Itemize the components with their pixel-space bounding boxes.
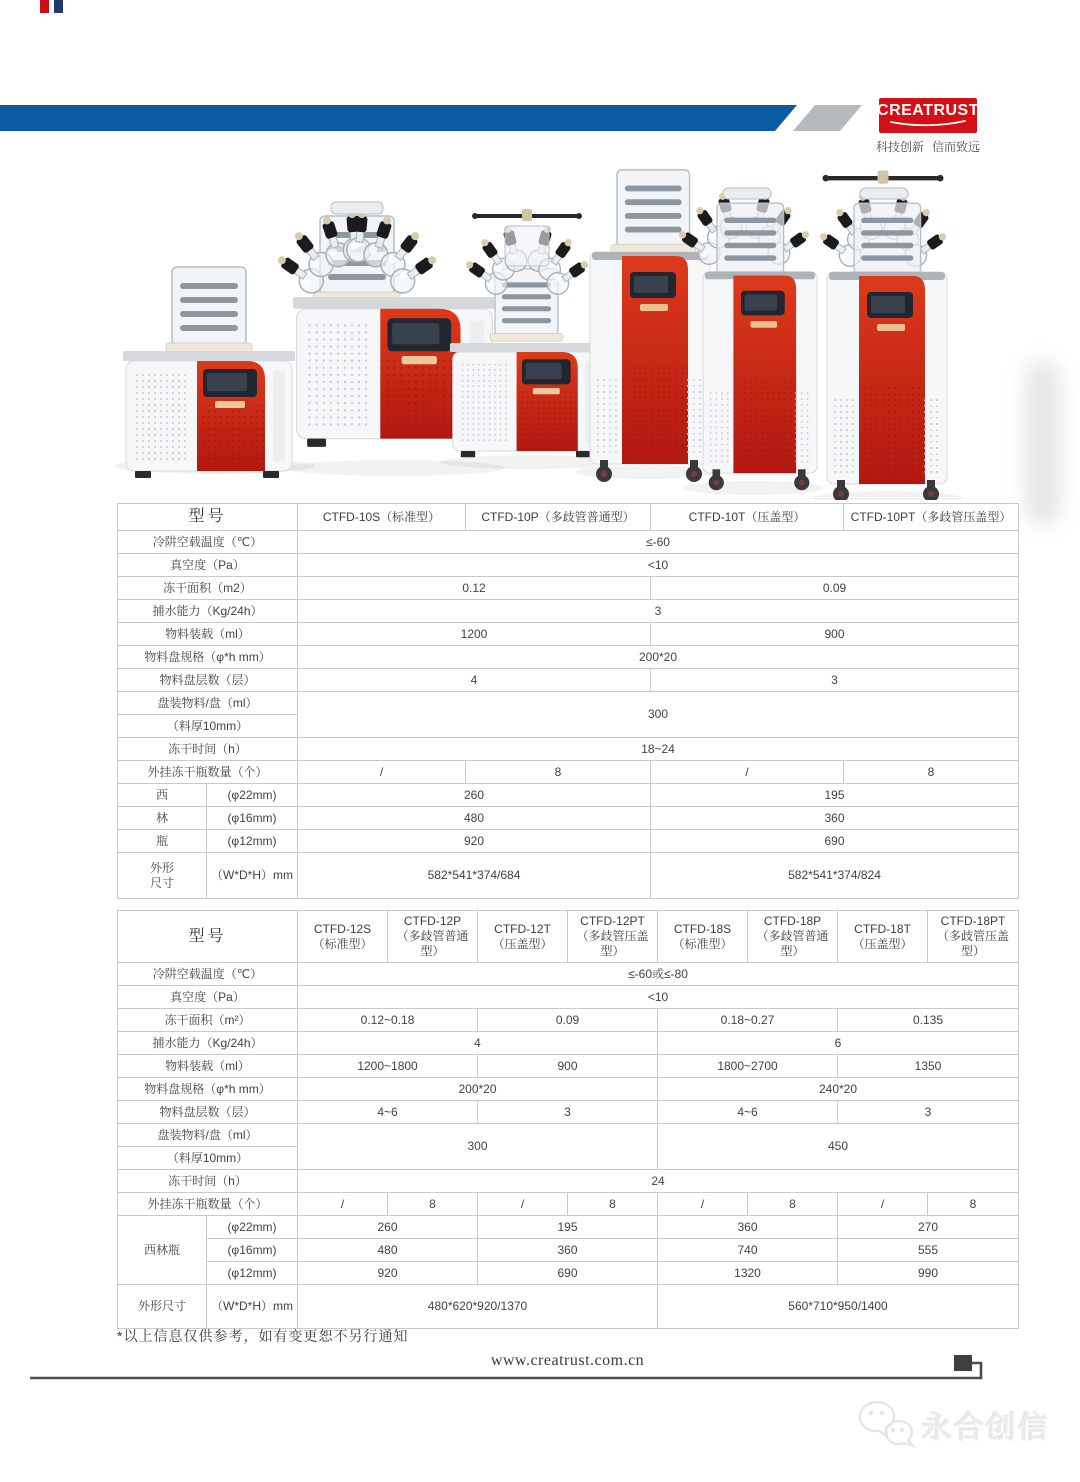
spec-cell: ≤-60 [298, 531, 1019, 554]
spec-cell: 200*20 [298, 1078, 658, 1101]
spec-cell: 冻干面积（m²） [118, 1009, 298, 1032]
spec-cell: 8 [466, 761, 651, 784]
spec-cell: 外挂冻干瓶数量（个） [118, 1193, 298, 1216]
spec-cell: 560*710*950/1400 [658, 1285, 1019, 1329]
spec-cell: 真空度（Pa） [118, 986, 298, 1009]
model-header-cell: CTFD-18T （压盖型） [838, 911, 928, 963]
spec-cell: 1800~2700 [658, 1055, 838, 1078]
spec-cell: 冷阱空载温度（℃） [118, 531, 298, 554]
model-header-cell: CTFD-12PT （多歧管压盖型） [568, 911, 658, 963]
table-row [118, 577, 1019, 600]
watermark-text: 永合创信 [922, 1412, 1050, 1445]
table-row [118, 1170, 1019, 1193]
spec-cell: <10 [298, 554, 1019, 577]
spec-cell: 1320 [658, 1262, 838, 1285]
spec-cell: 4~6 [658, 1101, 838, 1124]
header-band [0, 105, 880, 131]
spec-cell: ≤-60或≤-80 [298, 963, 1019, 986]
model-header-cell: CTFD-12T （压盖型） [478, 911, 568, 963]
table-row [118, 1078, 1019, 1101]
table-row [118, 692, 1019, 715]
spec-cell: (φ12mm) [207, 1262, 298, 1285]
spec-cell: 冻干时间（h） [118, 1170, 298, 1193]
page-edge-shadow [1026, 360, 1060, 525]
spec-cell: 900 [478, 1055, 658, 1078]
spec-table-ctfd10 [117, 503, 1019, 899]
spec-cell: 0.18~0.27 [658, 1009, 838, 1032]
spec-cell: 0.09 [478, 1009, 658, 1032]
spec-cell: 450 [658, 1124, 1019, 1170]
logo-swoosh-icon [888, 120, 968, 128]
brand-logo [879, 98, 977, 133]
spec-cell: 18~24 [298, 738, 1019, 761]
spec-cell: 3 [838, 1101, 1019, 1124]
spec-cell: 6 [658, 1032, 1019, 1055]
spec-cell: / [651, 761, 844, 784]
spec-cell: 690 [651, 830, 1019, 853]
spec-cell: <10 [298, 986, 1019, 1009]
spec-cell: 0.135 [838, 1009, 1019, 1032]
spec-cell: 270 [838, 1216, 1019, 1239]
spec-cell: 24 [298, 1170, 1019, 1193]
spec-cell: （W*D*H）mm [207, 853, 298, 899]
brand-name: CREATRUST [877, 102, 979, 119]
spec-cell: 360 [651, 807, 1019, 830]
brand-tagline [876, 138, 980, 155]
spec-cell: 3 [478, 1101, 658, 1124]
spec-cell: (φ16mm) [207, 807, 298, 830]
spec-cell: 捕水能力（Kg/24h） [118, 1032, 298, 1055]
table-row [118, 1216, 1019, 1239]
spec-cell: 480 [298, 807, 651, 830]
table-row [118, 1009, 1019, 1032]
spec-cell: 外挂冻干瓶数量（个） [118, 761, 298, 784]
spec-cell: / [298, 1193, 388, 1216]
spec-cell: 300 [298, 692, 1019, 738]
spec-cell: 240*20 [658, 1078, 1019, 1101]
table-row [118, 1285, 1019, 1329]
table-row [118, 504, 1019, 531]
model-header-cell: CTFD-18P （多歧管普通型） [748, 911, 838, 963]
spec-cell: 物料盘规格（φ*h mm） [118, 1078, 298, 1101]
spec-cell: 型号 [118, 911, 298, 963]
crop-mark-navy [54, 0, 63, 13]
spec-cell: 3 [298, 600, 1019, 623]
table-row [118, 669, 1019, 692]
spec-cell: 0.12 [298, 577, 651, 600]
spec-cell: 990 [838, 1262, 1019, 1285]
spec-cell: 200*20 [298, 646, 1019, 669]
table-row [118, 1239, 1019, 1262]
table-row [118, 531, 1019, 554]
model-header-cell: CTFD-18S （标准型） [658, 911, 748, 963]
spec-cell: 物料装载（ml） [118, 1055, 298, 1078]
spec-cell: （料厚10mm） [118, 715, 298, 738]
spec-cell: 690 [478, 1262, 658, 1285]
spec-cell: 3 [651, 669, 1019, 692]
spec-cell: (φ16mm) [207, 1239, 298, 1262]
spec-cell: （料厚10mm） [118, 1147, 298, 1170]
table-row [118, 986, 1019, 1009]
spec-cell: 555 [838, 1239, 1019, 1262]
spec-cell: 4 [298, 669, 651, 692]
spec-cell: 林 [118, 807, 207, 830]
spec-cell: 物料盘层数（层） [118, 1101, 298, 1124]
table-row [118, 1055, 1019, 1078]
spec-cell: 920 [298, 830, 651, 853]
model-header-cell: CTFD-12P （多歧管普通型） [388, 911, 478, 963]
crop-mark-red [40, 0, 49, 13]
spec-cell: 8 [568, 1193, 658, 1216]
spec-cell: 480 [298, 1239, 478, 1262]
website-url: www.creatrust.com.cn [490, 1352, 645, 1369]
table-row [118, 761, 1019, 784]
table-row [118, 646, 1019, 669]
spec-cell: 0.09 [651, 577, 1019, 600]
spec-cell: 260 [298, 784, 651, 807]
spec-cell: / [298, 761, 466, 784]
table-row [118, 807, 1019, 830]
spec-cell: 195 [651, 784, 1019, 807]
tagline-right: 信而致远 [931, 140, 980, 154]
spec-cell: 物料盘层数（层） [118, 669, 298, 692]
spec-cell: 260 [298, 1216, 478, 1239]
spec-cell: 瓶 [118, 830, 207, 853]
spec-cell: 920 [298, 1262, 478, 1285]
spec-cell: 物料盘规格（φ*h mm） [118, 646, 298, 669]
spec-cell: 冷阱空载温度（℃） [118, 963, 298, 986]
spec-cell: 外形 尺寸 [118, 853, 207, 899]
spec-cell: 盘装物料/盘（ml） [118, 692, 298, 715]
spec-cell: 8 [844, 761, 1019, 784]
spec-cell: 外形尺寸 [118, 1285, 207, 1329]
spec-cell: 8 [388, 1193, 478, 1216]
watermark [852, 1396, 1050, 1454]
spec-cell: 300 [298, 1124, 658, 1170]
model-header-cell: CTFD-10P（多歧管普通型） [466, 504, 651, 531]
spec-cell: 4 [298, 1032, 658, 1055]
spec-cell: (φ22mm) [207, 1216, 298, 1239]
spec-cell: 冻干时间（h） [118, 738, 298, 761]
spec-cell: 900 [651, 623, 1019, 646]
product-photo [105, 166, 1025, 500]
table-row [118, 784, 1019, 807]
spec-cell: 型号 [118, 504, 298, 531]
model-header-cell: CTFD-10S（标准型） [298, 504, 466, 531]
spec-cell: 捕水能力（Kg/24h） [118, 600, 298, 623]
table-row [118, 738, 1019, 761]
spec-cell: 582*541*374/824 [651, 853, 1019, 899]
table-row [118, 911, 1019, 963]
spec-cell: / [478, 1193, 568, 1216]
model-header-cell: CTFD-10PT（多歧管压盖型） [844, 504, 1019, 531]
spec-cell: (φ22mm) [207, 784, 298, 807]
tagline-left: 科技创新 [876, 140, 925, 154]
table-row [118, 1101, 1019, 1124]
wechat-icon [852, 1396, 922, 1454]
spec-cell: (φ12mm) [207, 830, 298, 853]
spec-cell: 740 [658, 1239, 838, 1262]
table-row [118, 830, 1019, 853]
spec-cell: 真空度（Pa） [118, 554, 298, 577]
spec-cell: 4~6 [298, 1101, 478, 1124]
spec-cell: 西 [118, 784, 207, 807]
spec-cell: / [838, 1193, 928, 1216]
spec-cell: 195 [478, 1216, 658, 1239]
spec-cell: 480*620*920/1370 [298, 1285, 658, 1329]
spec-cell: 582*541*374/684 [298, 853, 651, 899]
spec-cell: 8 [928, 1193, 1019, 1216]
spec-cell: 冻干面积（m2） [118, 577, 298, 600]
footer-rule [28, 1350, 986, 1386]
spec-table-ctfd12-18 [117, 910, 1019, 1329]
table-row [118, 1032, 1019, 1055]
spec-cell: 0.12~0.18 [298, 1009, 478, 1032]
spec-cell: / [658, 1193, 748, 1216]
table-row [118, 1193, 1019, 1216]
spec-cell: （W*D*H）mm [207, 1285, 298, 1329]
spec-cell: 盘装物料/盘（ml） [118, 1124, 298, 1147]
spec-cell: 360 [658, 1216, 838, 1239]
spec-cell: 1350 [838, 1055, 1019, 1078]
spec-cell: 360 [478, 1239, 658, 1262]
table-row [118, 554, 1019, 577]
spec-cell: 西林瓶 [118, 1216, 207, 1285]
table-row [118, 853, 1019, 899]
spec-cell: 物料装载（ml） [118, 623, 298, 646]
table-row [118, 963, 1019, 986]
spec-cell: 1200~1800 [298, 1055, 478, 1078]
spec-cell: 1200 [298, 623, 651, 646]
table-row [118, 1124, 1019, 1147]
spec-cell: 8 [748, 1193, 838, 1216]
disclaimer-note: *以上信息仅供参考，如有变更恕不另行通知 [117, 1328, 409, 1344]
table-row [118, 1262, 1019, 1285]
model-header-cell: CTFD-12S （标准型） [298, 911, 388, 963]
model-header-cell: CTFD-10T（压盖型） [651, 504, 844, 531]
model-header-cell: CTFD-18PT （多歧管压盖型） [928, 911, 1019, 963]
table-row [118, 600, 1019, 623]
table-row [118, 623, 1019, 646]
